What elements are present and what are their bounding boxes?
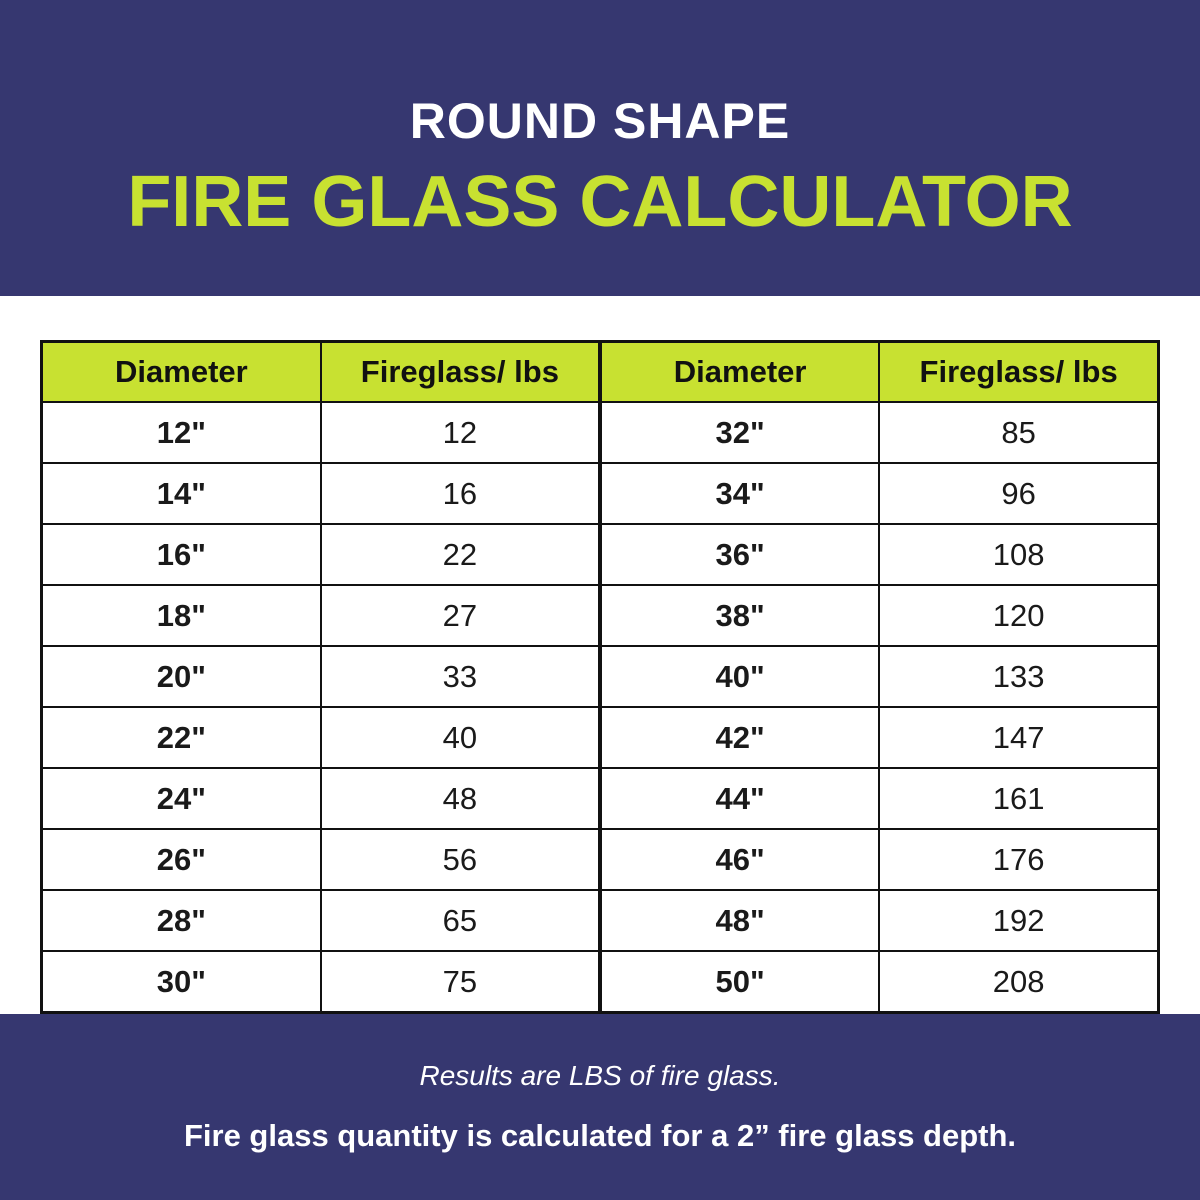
cell-fireglass: 176 bbox=[879, 829, 1158, 890]
cell-diameter: 24" bbox=[42, 768, 321, 829]
table-container bbox=[0, 296, 1200, 1014]
cell-diameter: 32" bbox=[600, 402, 879, 463]
cell-diameter: 14" bbox=[42, 463, 321, 524]
cell-fireglass: 40 bbox=[321, 707, 600, 768]
cell-diameter: 22" bbox=[42, 707, 321, 768]
table-row bbox=[42, 524, 1159, 585]
cell-fireglass: 108 bbox=[879, 524, 1158, 585]
cell-fireglass: 56 bbox=[321, 829, 600, 890]
table-header-row bbox=[42, 342, 1159, 403]
cell-diameter: 34" bbox=[600, 463, 879, 524]
cell-fireglass: 75 bbox=[321, 951, 600, 1013]
table-row bbox=[42, 463, 1159, 524]
cell-fireglass: 161 bbox=[879, 768, 1158, 829]
cell-diameter: 50" bbox=[600, 951, 879, 1013]
cell-diameter: 16" bbox=[42, 524, 321, 585]
cell-fireglass: 65 bbox=[321, 890, 600, 951]
cell-diameter: 12" bbox=[42, 402, 321, 463]
cell-diameter: 26" bbox=[42, 829, 321, 890]
table-row bbox=[42, 402, 1159, 463]
cell-diameter: 44" bbox=[600, 768, 879, 829]
cell-fireglass: 48 bbox=[321, 768, 600, 829]
cell-fireglass: 27 bbox=[321, 585, 600, 646]
column-header-fireglass-right: Fireglass/ lbs bbox=[879, 342, 1158, 403]
cell-diameter: 30" bbox=[42, 951, 321, 1013]
table-row bbox=[42, 890, 1159, 951]
column-header-fireglass-left: Fireglass/ lbs bbox=[321, 342, 600, 403]
cell-diameter: 46" bbox=[600, 829, 879, 890]
footer-banner bbox=[0, 1014, 1200, 1200]
cell-diameter: 18" bbox=[42, 585, 321, 646]
cell-diameter: 20" bbox=[42, 646, 321, 707]
cell-fireglass: 16 bbox=[321, 463, 600, 524]
cell-diameter: 42" bbox=[600, 707, 879, 768]
header-subtitle: ROUND SHAPE bbox=[409, 92, 791, 149]
cell-diameter: 40" bbox=[600, 646, 879, 707]
cell-diameter: 36" bbox=[600, 524, 879, 585]
table-row bbox=[42, 707, 1159, 768]
table-row bbox=[42, 585, 1159, 646]
cell-fireglass: 192 bbox=[879, 890, 1158, 951]
table-row bbox=[42, 829, 1159, 890]
cell-fireglass: 120 bbox=[879, 585, 1158, 646]
cell-diameter: 28" bbox=[42, 890, 321, 951]
table-row bbox=[42, 646, 1159, 707]
cell-diameter: 38" bbox=[600, 585, 879, 646]
cell-diameter: 48" bbox=[600, 890, 879, 951]
header-banner bbox=[0, 0, 1200, 296]
table-row bbox=[42, 951, 1159, 1013]
table-row bbox=[42, 768, 1159, 829]
fire-glass-table bbox=[40, 340, 1160, 1014]
cell-fireglass: 22 bbox=[321, 524, 600, 585]
cell-fireglass: 208 bbox=[879, 951, 1158, 1013]
cell-fireglass: 147 bbox=[879, 707, 1158, 768]
column-header-diameter-right: Diameter bbox=[600, 342, 879, 403]
cell-fireglass: 96 bbox=[879, 463, 1158, 524]
footer-note-results: Results are LBS of fire glass. bbox=[419, 1060, 781, 1091]
cell-fireglass: 12 bbox=[321, 402, 600, 463]
footer-note-depth: Fire glass quantity is calculated for a 2” fire glass depth. bbox=[183, 1118, 1017, 1153]
page-title: FIRE GLASS CALCULATOR bbox=[127, 162, 1073, 243]
table-body bbox=[42, 402, 1159, 1013]
cell-fireglass: 33 bbox=[321, 646, 600, 707]
column-header-diameter-left: Diameter bbox=[42, 342, 321, 403]
table-header bbox=[42, 342, 1159, 403]
cell-fireglass: 133 bbox=[879, 646, 1158, 707]
cell-fireglass: 85 bbox=[879, 402, 1158, 463]
